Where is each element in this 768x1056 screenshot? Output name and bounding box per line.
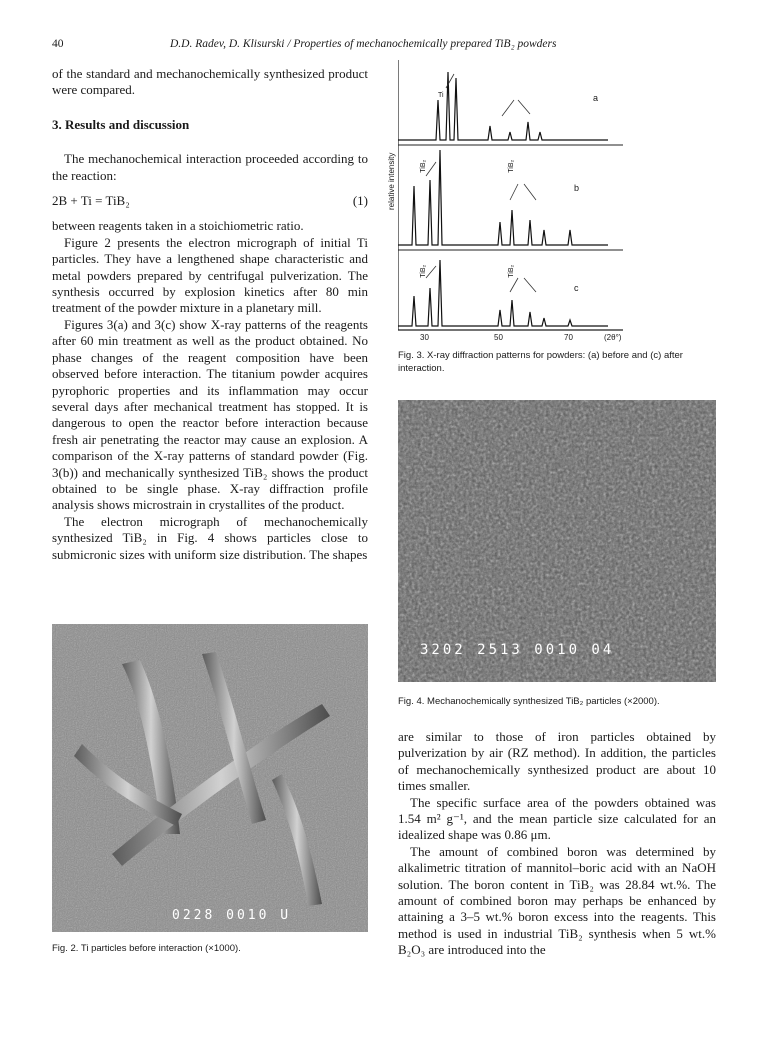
xrd-plot — [398, 60, 716, 345]
equation-number: (1) — [352, 193, 368, 209]
fig3-y-axis-label: relative intensity — [387, 152, 396, 210]
peak-label-tib2-c1: TiB₂ — [420, 264, 428, 278]
x-tick-50: 50 — [494, 333, 503, 342]
paragraph-fig3: Figures 3(a) and 3(c) show X-ray patterns of the reagents after 60 min treatment as well as the product obtained. No phase changes of the reagent composition have been observed before interaction. The titanium powder acquires pyrophoric properties and its inflammation may occur several days after mechanical treatment has stopped. It is dangerous to open the reactor before interaction because fresh air penetrating the reactor may cause an explosion. A comparison of the X-ray patterns of standard powder (Fig. 3(b)) and mechanically synthesized TiB₂ shows the product obtained to be single phase. X-ray diffraction profile analysis shows microstrain in crystallites of the product. — [52, 316, 368, 513]
figure-3-xrd — [387, 60, 716, 345]
fig2-caption: Fig. 2. Ti particles before interaction (×1000). — [52, 943, 241, 954]
paragraph-similar: are similar to those of iron particles obtained by pulverization by air (RZ method). In addition, the particles of mechanochemically synthesized product are about 10 times smaller. — [398, 729, 716, 794]
x-tick-30: 30 — [420, 333, 429, 342]
micrograph-tib2-particles — [398, 400, 716, 682]
peak-label-tib2-b2: TiB₂ — [508, 159, 516, 173]
peak-label-tib2-b1: TiB₂ — [420, 159, 428, 173]
peak-label-tib2-c2: TiB₂ — [508, 264, 516, 278]
paragraph-surface: The specific surface area of the powders obtained was 1.54 m² g⁻¹, and the mean particle size calculated for an idealized shape was 0.86 μm. — [398, 794, 716, 843]
running-title: D.D. Radev, D. Klisurski / Properties of mechanochemically prepared TiB₂ powders — [170, 38, 557, 50]
paragraph-fig4: The electron micrograph of mechanochemically synthesized TiB₂ in Fig. 4 shows particles close to submicronic sizes with uniform size distribution. The shapes — [52, 513, 368, 562]
right-column — [398, 729, 716, 959]
micrograph-ti-particles — [52, 624, 368, 932]
fig2-scale-text: 0228 0010 U — [172, 908, 292, 923]
equation-row — [52, 193, 368, 209]
fig3-caption: Fig. 3. X-ray diffraction patterns for powders: (a) before and (c) after interaction. — [398, 350, 683, 374]
paragraph-interaction: The mechanochemical interaction proceeded according to the reaction: — [52, 151, 368, 183]
figure-2-micrograph — [52, 624, 368, 932]
paragraph-ratio: between reagents taken in a stoichiometric ratio. — [52, 218, 304, 234]
panel-label-c: c — [574, 283, 579, 293]
page-number: 40 — [52, 38, 64, 50]
left-column — [52, 66, 368, 563]
panel-label-b: b — [574, 183, 580, 193]
fig4-scale-text: 3202 2513 0010 04 — [420, 642, 615, 658]
section-heading: 3. Results and discussion — [52, 116, 190, 132]
paragraph-intro: of the standard and mechanochemically synthesized product were compared. — [52, 66, 368, 98]
x-tick-unit: (2θ°) — [604, 333, 622, 342]
paragraph-fig2: Figure 2 presents the electron micrograph of initial Ti particles. They have a lengthened shape characteristic and metal powders prepared by centrifugal pulverization. The synthesis occurred by explosion kinetics after 80 min treatment of the powder mixture in a planetary mill. — [52, 234, 368, 316]
figure-4-micrograph — [398, 400, 716, 682]
panel-label-a: a — [593, 93, 599, 103]
peak-label-ti: Ti — [438, 92, 444, 99]
x-tick-70: 70 — [564, 333, 573, 342]
fig4-caption: Fig. 4. Mechanochemically synthesized TiB₂ particles (×2000). — [398, 696, 660, 707]
paragraph-boron: The amount of combined boron was determined by alkalimetric titration of mannitol–boric acid with an NaOH solution. The boron content in TiB₂ was 28.84 wt.%. The amount of combined boron may perhaps be enhanced by attaining a 3–5 wt.% boron excess into the reagents. This method is used in industrial TiB₂ synthesis when 5 wt.% B₂O₃ are introduced into the — [398, 843, 716, 958]
equation: 2B + Ti = TiB₂ — [52, 193, 130, 209]
